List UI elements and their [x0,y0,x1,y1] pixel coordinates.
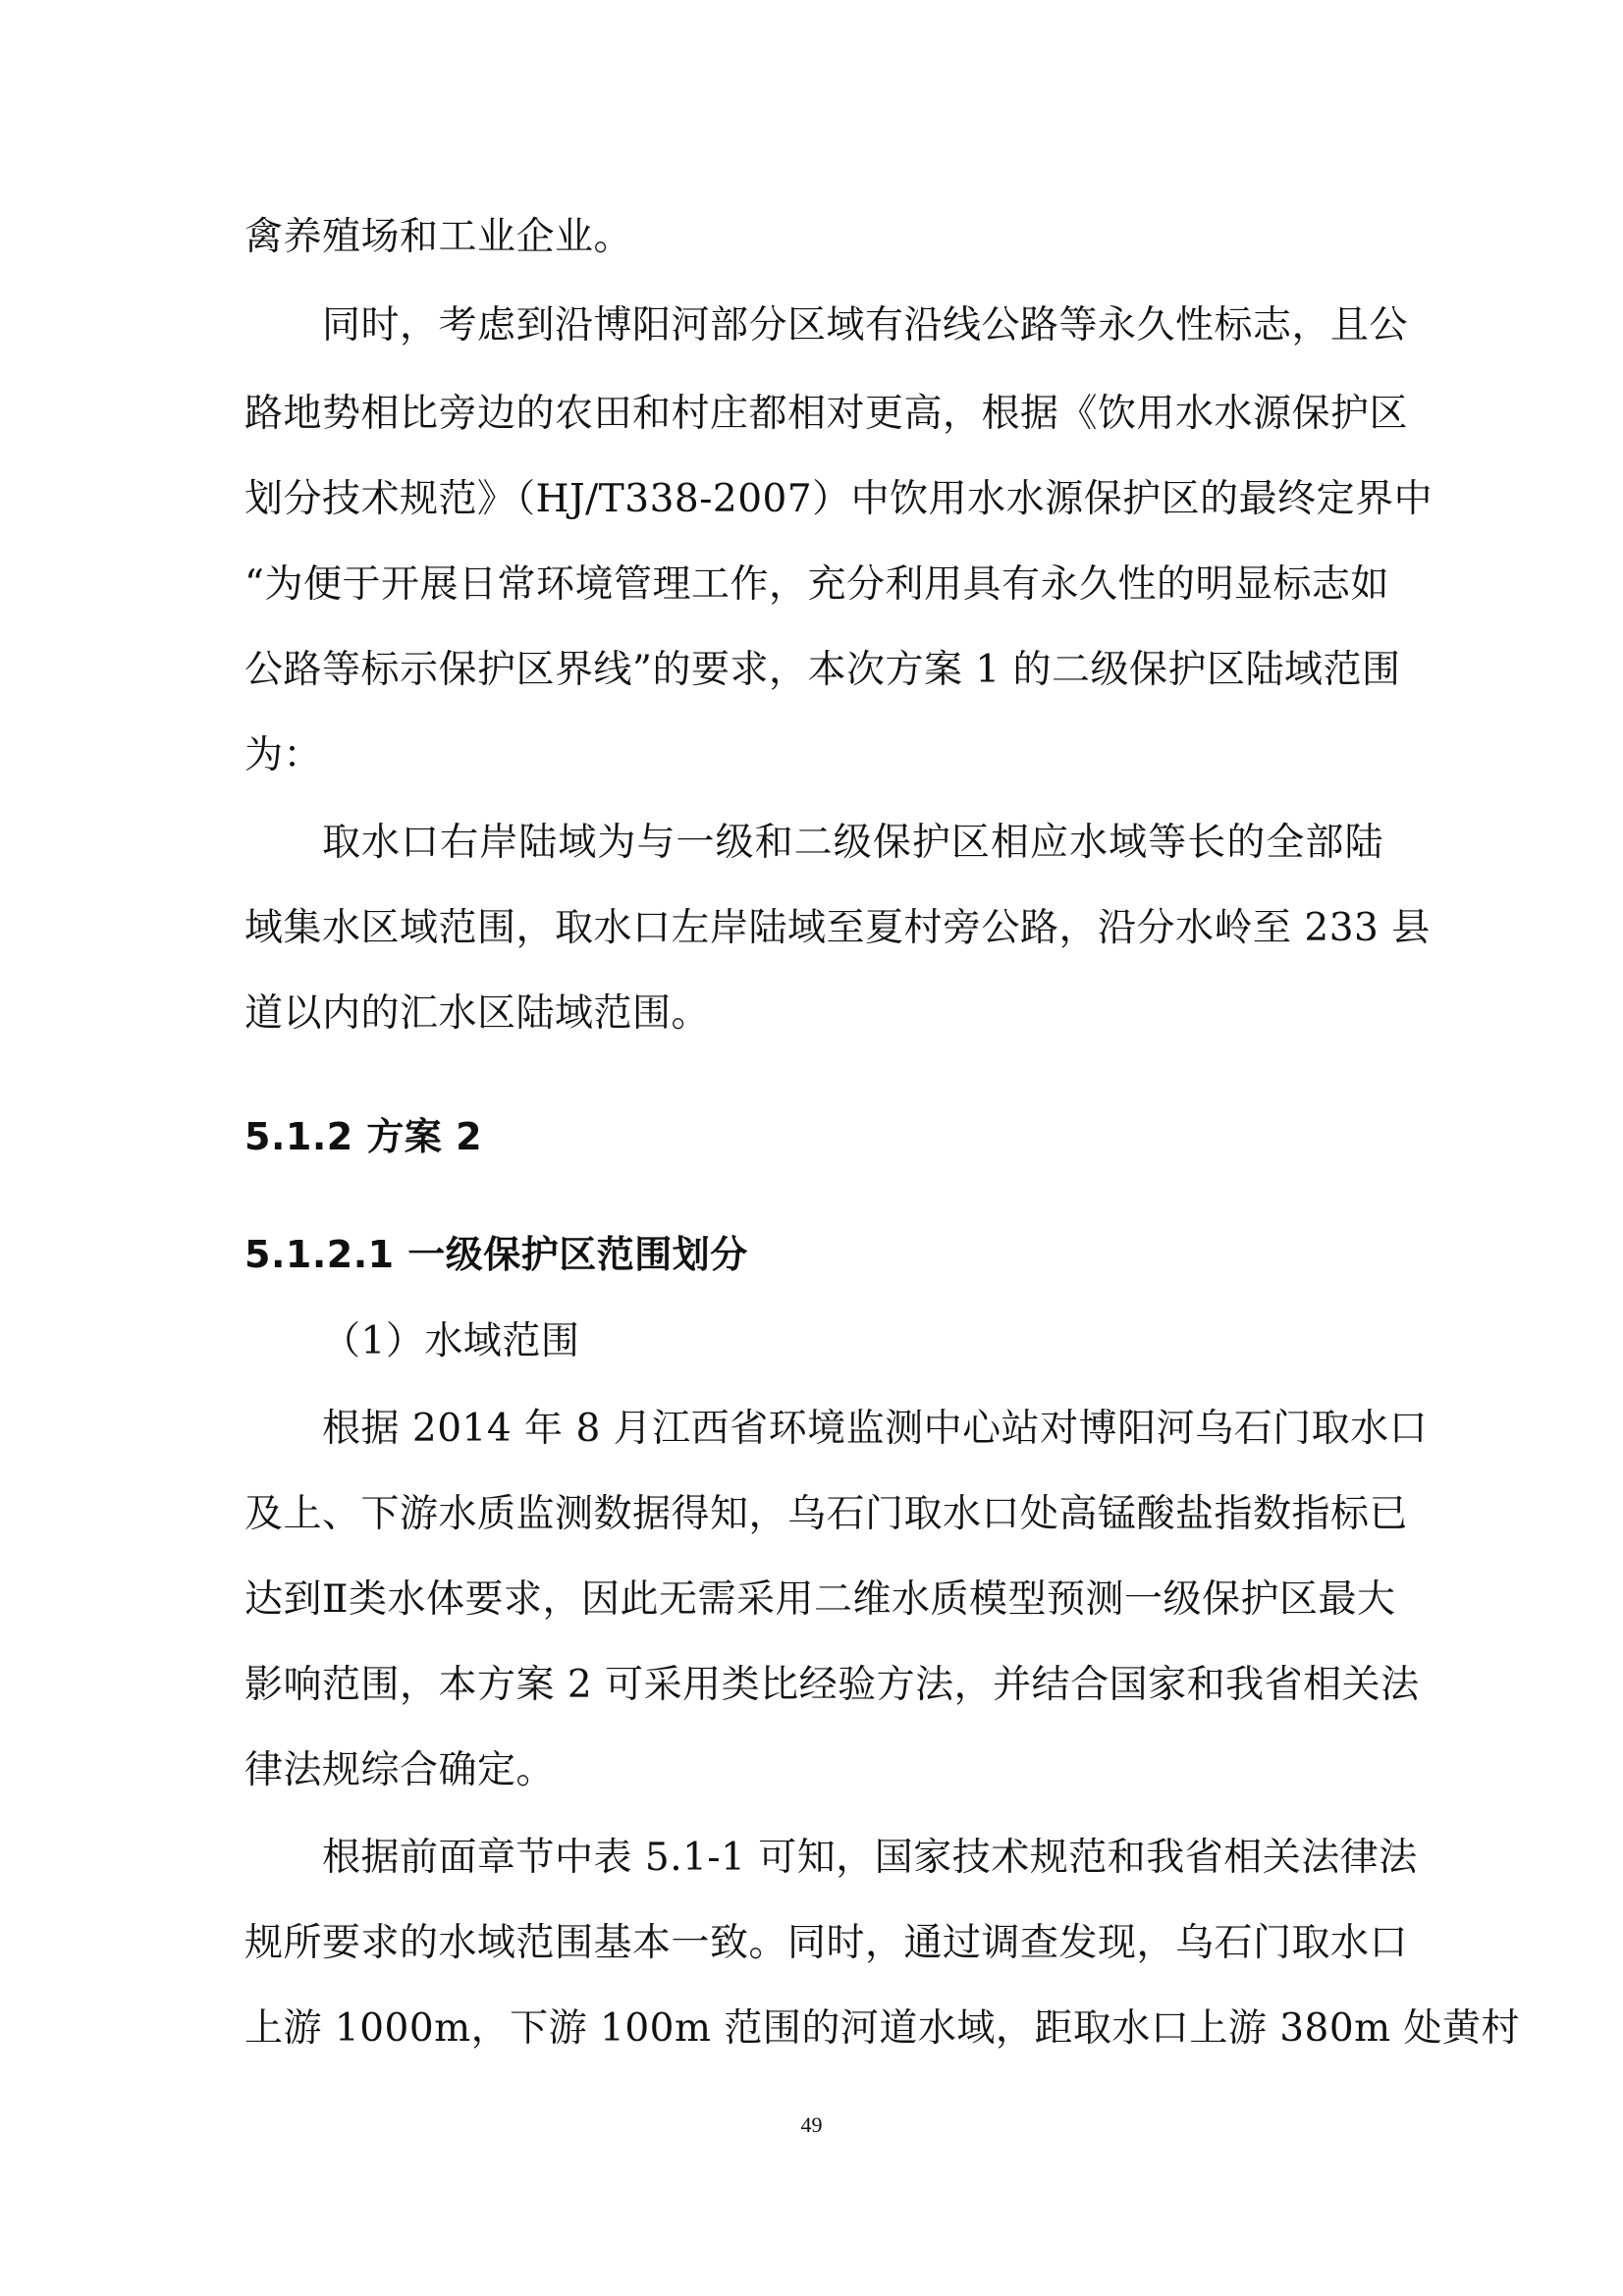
page-number: 49 [800,2112,823,2137]
paragraph-line: 划分技术规范》（HJ/T338-2007）中饮用水水源保护区的最终定界中 [244,477,1434,521]
paragraph-line: 达到Ⅱ类水体要求，因此无需采用二维水质模型预测一级保护区最大 [244,1577,1396,1622]
paragraph-line: 为： [244,733,323,777]
paragraph-line: “为便于开展日常环境管理工作，充分利用具有永久性的明显标志如 [244,562,1389,607]
paragraph-line: 路地势相比旁边的农田和村庄都相对更高，根据《饮用水水源保护区 [244,392,1409,436]
paragraph-line: 及上、下游水质监测数据得知，乌石门取水口处高锰酸盐指数指标已 [244,1492,1409,1536]
paragraph-line: 根据前面章节中表 5.1-1 可知，国家技术规范和我省相关法律法 [322,1836,1418,1880]
paragraph-line: 取水口右岸陆域为与一级和二级保护区相应水域等长的全部陆 [322,821,1383,865]
paragraph-line: 影响范围，本方案 2 可采用类比经验方法，并结合国家和我省相关法 [244,1663,1420,1707]
paragraph-line: 律法规综合确定。 [244,1748,556,1792]
paragraph-line: 道以内的汇水区陆域范围。 [244,991,711,1036]
paragraph-line: 根据 2014 年 8 月江西省环境监测中心站对博阳河乌石门取水口 [322,1407,1429,1451]
subsection-heading: 5.1.2.1 一级保护区范围划分 [244,1233,748,1276]
section-heading: 5.1.2 方案 2 [244,1115,483,1158]
paragraph-line: 域集水区域范围，取水口左岸陆域至夏村旁公路，沿分水岭至 233 县 [244,906,1431,950]
paragraph-line: 禽养殖场和工业企业。 [244,215,633,259]
item-heading: （1）水域范围 [322,1319,580,1363]
paragraph-line: 同时，考虑到沿博阳河部分区域有沿线公路等永久性标志，且公 [322,303,1409,347]
paragraph-line: 公路等标示保护区界线”的要求，本次方案 1 的二级保护区陆域范围 [244,648,1401,692]
paragraph-line: 规所要求的水域范围基本一致。同时，通过调查发现，乌石门取水口 [244,1921,1409,1965]
paragraph-line: 上游 1000m，下游 100m 范围的河道水域，距取水口上游 380m 处黄村 [244,2006,1521,2051]
